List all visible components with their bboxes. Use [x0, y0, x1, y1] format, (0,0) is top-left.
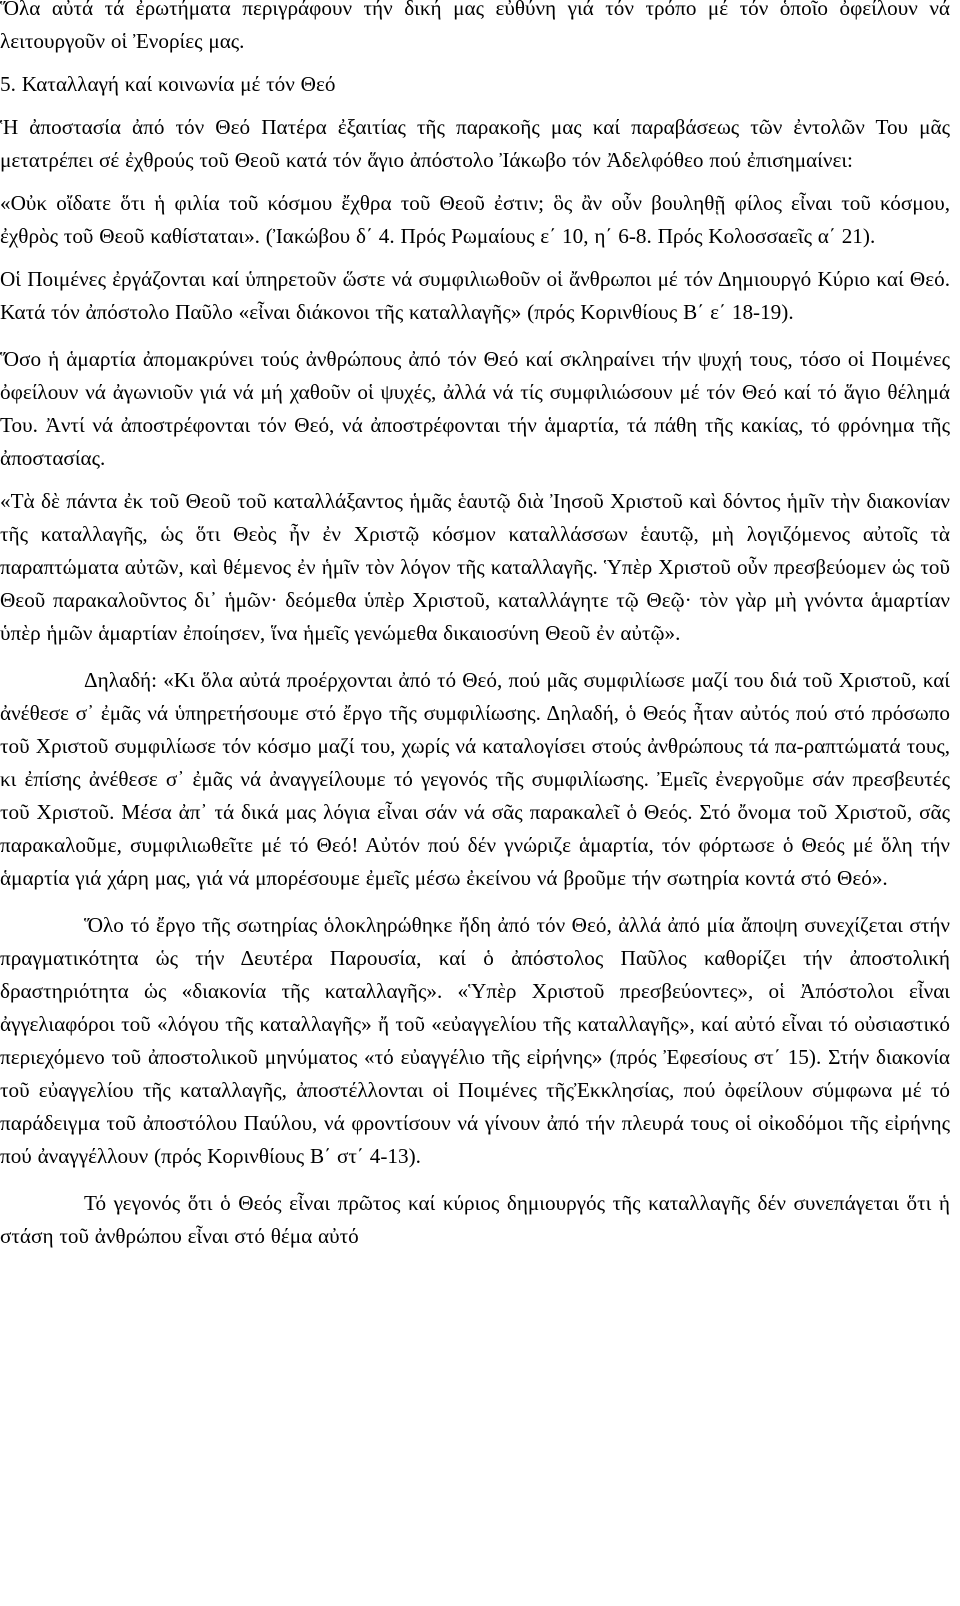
paragraph-salvation-work: Ὅλο τό ἔργο τῆς σωτηρίας ὁλοκληρώθηκε ἤδη ἀπό τόν Θεό, ἀλλά ἀπό μία ἄποψη συνεχίζεται στήν πραγματικότητα ὡς τήν Δευτέρα Παρουσία, καί ὁ ἀπόστολος Παῦλος καθορίζει τήν ἀποστολική δραστηριότητα ὡς «διακονία τῆς καταλλαγῆς». «Ὑπὲρ Χριστοῦ πρεσβεύοντες», οἱ Ἀπόστολοι εἶναι ἀγγελιαφόροι τοῦ «λόγου τῆς καταλλαγῆς» ἤ τοῦ «εὐαγγελίου τῆς καταλλαγῆς», καί αὐτό εἶναι τό οὐσιαστικό περιεχόμενο τοῦ ἀποστολικοῦ μηνύματος «τό εὐαγγέλιο τῆς εἰρήνης» (πρός Ἐφεσίους στ΄ 15). Στήν διακονία τοῦ εὐαγγελίου τῆς καταλλαγῆς, ἀποστέλλονται οἱ Ποιμένες τῆςἘκκλησίας, πού ὀφείλουν σύμφωνα μέ τό παράδειγμα τοῦ ἀποστόλου Παύλου, νά φροντίσουν νά γίνουν ἀπό τήν πλευρά τους οἱ οἰκοδόμοι τῆς εἰρήνης πού ἀναγγέλλουν (πρός Κορινθίους Β΄ στ΄ 4-13).: [0, 913, 950, 1168]
paragraph-sin: Ὅσο ἡ ἁμαρτία ἀπομακρύνει τούς ἀνθρώπους ἀπό τόν Θεό καί σκληραίνει τήν ψυχή τους, τόσο οἱ Ποιμένες ὀφείλουν νά ἀγωνιοῦν γιά νά μή χαθοῦν οἱ ψυχές, ἀλλά νά τίς συμφιλιώσουν μέ τόν Θεό καί τό ἅγιο θέλημά Του. Ἀντί νά ἀποστρέφονται τόν Θεό, νά ἀποστρέφονται τήν ἁμαρτία, τά πάθη τῆς κακίας, τό φρόνημα τῆς ἀποστασίας.: [0, 347, 950, 470]
quote-james: «Οὐκ οἴδατε ὅτι ἡ φιλία τοῦ κόσμου ἔχθρα τοῦ Θεοῦ ἐστιν; ὃς ἂν οὖν βουληθῇ φίλος εἶναι τοῦ κόσμου, ἐχθρὸς τοῦ Θεοῦ καθίσταται». (Ἰακώβου δ΄ 4. Πρός Ρωμαίους ε΄ 10, η΄ 6-8. Πρός Κολοσσαεῖς α΄ 21).: [0, 191, 950, 248]
paragraph-god-creator: Τό γεγονός ὅτι ὁ Θεός εἶναι πρῶτος καί κύριος δημιουργός τῆς καταλλαγῆς δέν συνεπάγεται ὅτι ἡ στάση τοῦ ἀνθρώπου εἶναι στό θέμα αὐτό: [0, 1191, 950, 1248]
paragraph-shepherds: Οἱ Ποιμένες ἐργάζονται καί ὑπηρετοῦν ὥστε νά συμφιλιωθοῦν οἱ ἄνθρωποι μέ τόν Δημιουργό Κύριο καί Θεό. Κατά τόν ἀπόστολο Παῦλο «εἶναι διάκονοι τῆς καταλλαγῆς» (πρός Κορινθίους Β΄ ε΄ 18-19).: [0, 267, 950, 324]
paragraph-translation: Δηλαδή: «Κι ὅλα αὐτά προέρχονται ἀπό τό Θεό, πού μᾶς συμφιλίωσε μαζί του διά τοῦ Χριστοῦ, καί ἀνέθεσε σ᾽ ἐμᾶς νά ὑπηρετήσουμε στό ἔργο τῆς συμφιλίωσης. Δηλαδή, ὁ Θεός ἦταν αὐτός πού στό πρόσωπο τοῦ Χριστοῦ συμφιλίωσε τόν κόσμο μαζί του, χωρίς νά καταλογίσει στούς ἀνθρώπους τά πα-ραπτώματά τους, κι ἐπίσης ἀνέθεσε σ᾽ ἐμᾶς νά ἀναγγείλουμε τό γεγονός τῆς συμφιλίωσης. Ἐμεῖς ἐνεργοῦμε σάν πρεσβευτές τοῦ Χριστοῦ. Μέσα ἀπ᾽ τά δικά μας λόγια εἶναι σάν νά σᾶς παρακαλεῖ ὁ Θεός. Στό ὄνομα τοῦ Χριστοῦ, σᾶς παρακαλοῦμε, συμφιλιωθεῖτε μέ τό Θεό! Αὐτόν πού δέν γνώριζε ἁμαρτία, τόν φόρτωσε ὁ Θεός μέ ὅλη τήν ἁμαρτία γιά χάρη μας, γιά νά μπορέσουμε ἐμεῖς μέσω ἐκείνου νά βροῦμε τήν σωτηρία κοντά στό Θεό».: [0, 668, 950, 890]
section-heading: 5. Καταλλαγή καί κοινωνία μέ τόν Θεό: [0, 72, 336, 96]
paragraph-intro-closing: Ὅλα αὐτά τά ἐρωτήματα περιγράφουν τήν δική μας εὐθύνη γιά τόν τρόπο μέ τόν ὁποῖο ὀφείλουν νά λειτουργοῦν οἱ Ἐνορίες μας.: [0, 0, 950, 53]
quote-corinthians: «Τὰ δὲ πάντα ἐκ τοῦ Θεοῦ τοῦ καταλλάξαντος ἡμᾶς ἑαυτῷ διὰ Ἰησοῦ Χριστοῦ καὶ δόντος ἡμῖν τὴν διακονίαν τῆς καταλλαγῆς, ὡς ὅτι Θεὸς ἦν ἐν Χριστῷ κόσμον καταλλάσσων ἑαυτῷ, μὴ λογιζόμενος αὐτοῖς τὰ παραπτώματα αὐτῶν, καὶ θέμενος ἐν ἡμῖν τὸν λόγον τῆς καταλλαγῆς. Ὑπὲρ Χριστοῦ οὖν πρεσβεύομεν ὡς τοῦ Θεοῦ παρακαλοῦντος δι᾿ ἡμῶν· δεόμεθα ὑπὲρ Χριστοῦ, καταλλάγητε τῷ Θεῷ· τὸν γὰρ μὴ γνόντα ἁμαρτίαν ὑπὲρ ἡμῶν ἁμαρτίαν ἐποίησεν, ἵνα ἡμεῖς γενώμεθα δικαιοσύνη Θεοῦ ἐν αὐτῷ».: [0, 489, 950, 645]
paragraph-apostasy: Ἡ ἀποστασία ἀπό τόν Θεό Πατέρα ἐξαιτίας τῆς παρακοῆς μας καί παραβάσεως τῶν ἐντολῶν Του μᾶς μετατρέπει σέ ἐχθρούς τοῦ Θεοῦ κατά τόν ἅγιο ἀπόστολο Ἰάκωβο τόν Ἀδελφόθεο πού ἐπισημαίνει:: [0, 115, 950, 172]
